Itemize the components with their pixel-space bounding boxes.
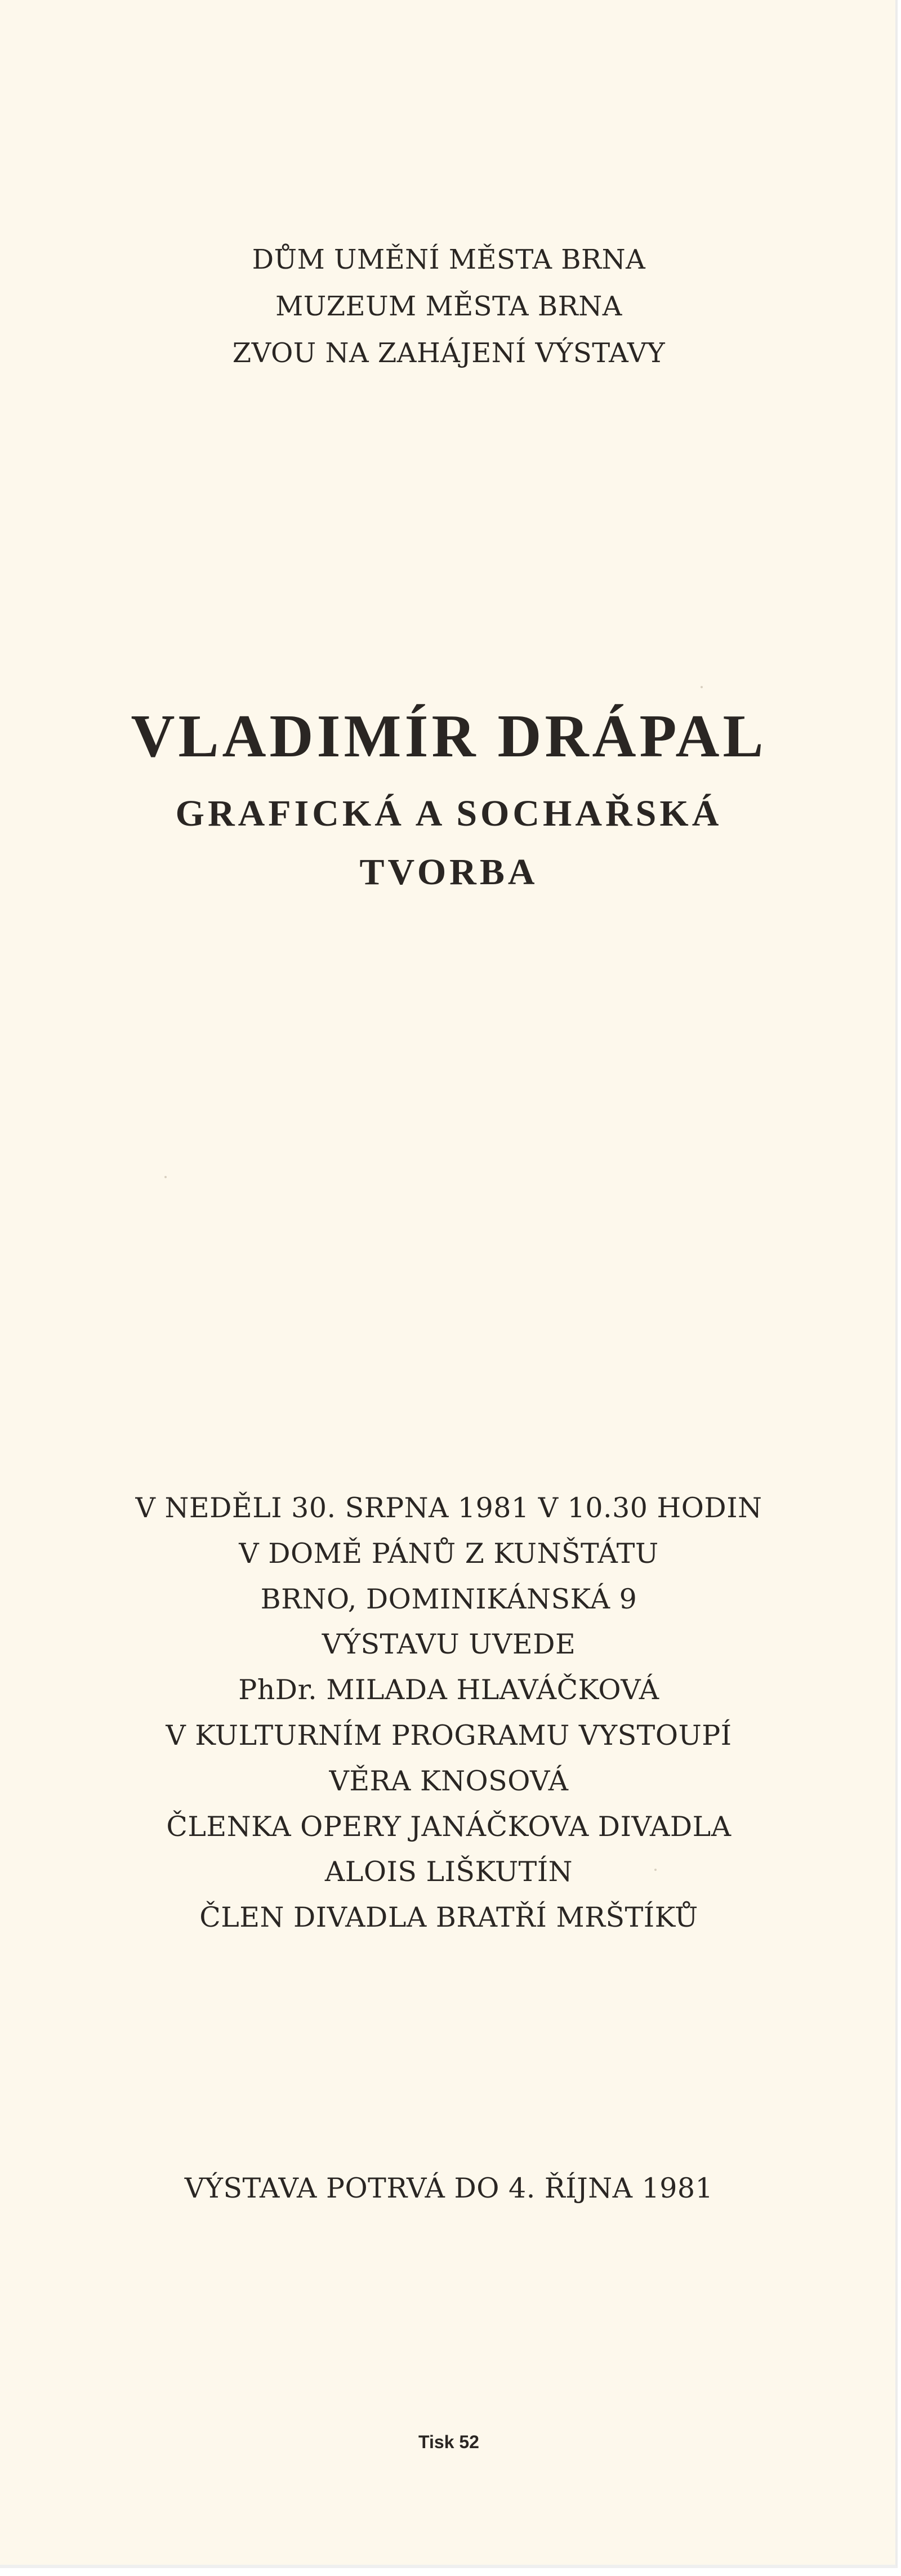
paper-speck <box>701 686 703 688</box>
detail-date-time: V NEDĚLI 30. SRPNA 1981 V 10.30 HODIN <box>135 1492 762 1524</box>
inviter-line-2: MUZEUM MĚSTA BRNA <box>275 291 622 322</box>
inviter-line-3: ZVOU NA ZAHÁJENÍ VÝSTAVY <box>232 337 666 369</box>
paper-speck <box>164 1176 167 1178</box>
exhibition-title-line-1: GRAFICKÁ A SOCHAŘSKÁ <box>175 793 722 834</box>
print-number: Tisk 52 <box>418 2432 479 2452</box>
detail-address: BRNO, DOMINIKÁNSKÁ 9 <box>260 1583 637 1615</box>
detail-introduced-by-label: VÝSTAVU UVEDE <box>322 1628 576 1661</box>
exhibition-title <box>0 785 898 902</box>
event-details <box>0 1486 898 1941</box>
inviting-institutions <box>0 237 898 377</box>
exhibition-end-date: VÝSTAVA POTRVÁ DO 4. ŘÍJNA 1981 <box>184 2172 713 2204</box>
detail-performer-2: ALOIS LIŠKUTÍN <box>324 1856 573 1888</box>
detail-performer-1-role: ČLENKA OPERY JANÁČKOVA DIVADLA <box>166 1810 731 1843</box>
inviter-line-1: DŮM UMĚNÍ MĚSTA BRNA <box>252 244 646 275</box>
artist-name: VLADIMÍR DRÁPAL <box>131 703 767 770</box>
paper-speck <box>654 1869 657 1871</box>
detail-venue: V DOMĚ PÁNŮ Z KUNŠTÁTU <box>239 1537 659 1570</box>
detail-program-label: V KULTURNÍM PROGRAMU VYSTOUPÍ <box>166 1719 732 1751</box>
exhibition-title-line-2: TVORBA <box>359 852 538 893</box>
detail-introducer: PhDr. MILADA HLAVÁČKOVÁ <box>238 1674 659 1706</box>
detail-performer-1: VĚRA KNOSOVÁ <box>329 1764 569 1797</box>
detail-performer-2-role: ČLEN DIVADLA BRATŘÍ MRŠTÍKŮ <box>199 1901 698 1934</box>
